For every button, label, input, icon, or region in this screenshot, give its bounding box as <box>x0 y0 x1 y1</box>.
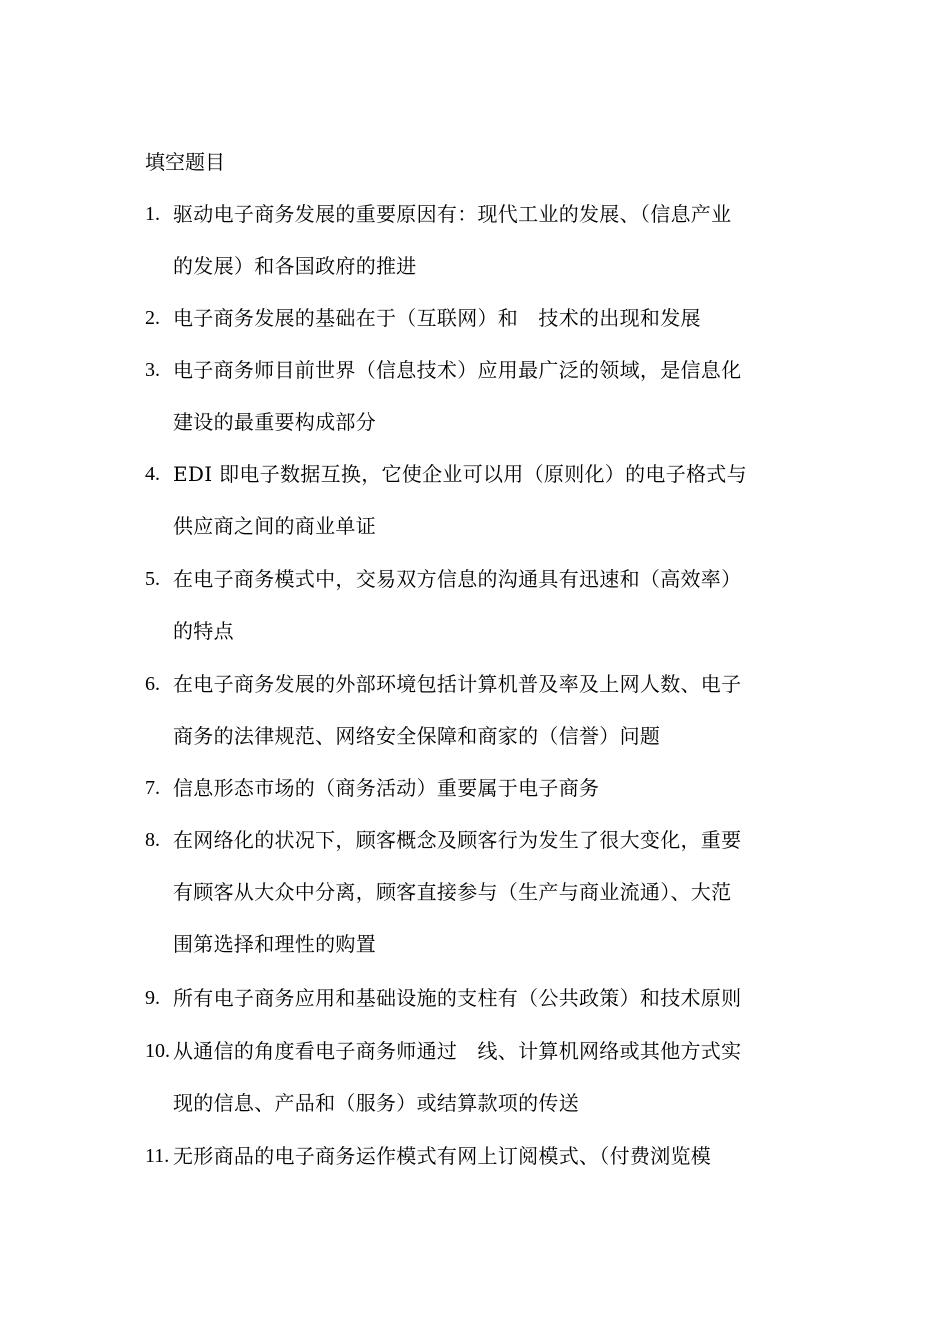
item-text: 的发展）和各国政府的推进 <box>173 254 417 278</box>
item-number: 9. <box>145 987 160 1009</box>
item-number: 5. <box>145 568 160 590</box>
item-text: 现的信息、产品和（服务）或结算款项的传送 <box>173 1091 579 1115</box>
item-number: 4. <box>145 463 160 485</box>
item-number: 1. <box>145 203 160 225</box>
item-text: 的特点 <box>173 619 234 643</box>
item-text: 无形商品的电子商务运作模式有网上订阅模式、（付费浏览模 <box>173 1144 712 1168</box>
item-text: 在电子商务模式中，交易双方信息的沟通具有迅速和（高效率） <box>173 567 742 591</box>
item-text: EDI 即电子数据互换，它使企业可以用（原则化）的电子格式与 <box>173 462 747 486</box>
item-number: 10. <box>145 1040 170 1062</box>
item-text: 信息形态市场的（商务活动）重要属于电子商务 <box>173 776 600 800</box>
item-number: 8. <box>145 829 160 851</box>
item-text: 商务的法律规范、网络安全保障和商家的（信誉）问题 <box>173 724 661 748</box>
item-number: 7. <box>145 777 160 799</box>
item-text: 驱动电子商务发展的重要原因有：现代工业的发展、（信息产业 <box>173 202 732 226</box>
item-number: 2. <box>145 307 160 329</box>
item-text: 电子商务师目前世界（信息技术）应用最广泛的领域，是信息化 <box>173 358 742 382</box>
page-title: 填空题目 <box>145 150 225 174</box>
item-text: 建设的最重要构成部分 <box>173 410 376 434</box>
item-text: 有顾客从大众中分离，顾客直接参与（生产与商业流通）、大范 <box>173 880 732 904</box>
item-text: 所有电子商务应用和基础设施的支柱有（公共政策）和技术原则 <box>173 986 742 1010</box>
item-text: 围第选择和理性的购置 <box>173 932 376 956</box>
item-number: 3. <box>145 359 160 381</box>
item-number: 11. <box>145 1145 170 1167</box>
item-text: 从通信的角度看电子商务师通过 线、计算机网络或其他方式实 <box>173 1039 742 1063</box>
item-text: 供应商之间的商业单证 <box>173 514 376 538</box>
item-text: 在网络化的状况下，顾客概念及顾客行为发生了很大变化，重要 <box>173 828 742 852</box>
item-text: 电子商务发展的基础在于（互联网）和 技术的出现和发展 <box>173 306 701 330</box>
item-text: 在电子商务发展的外部环境包括计算机普及率及上网人数、电子 <box>173 672 742 696</box>
item-number: 6. <box>145 673 160 695</box>
